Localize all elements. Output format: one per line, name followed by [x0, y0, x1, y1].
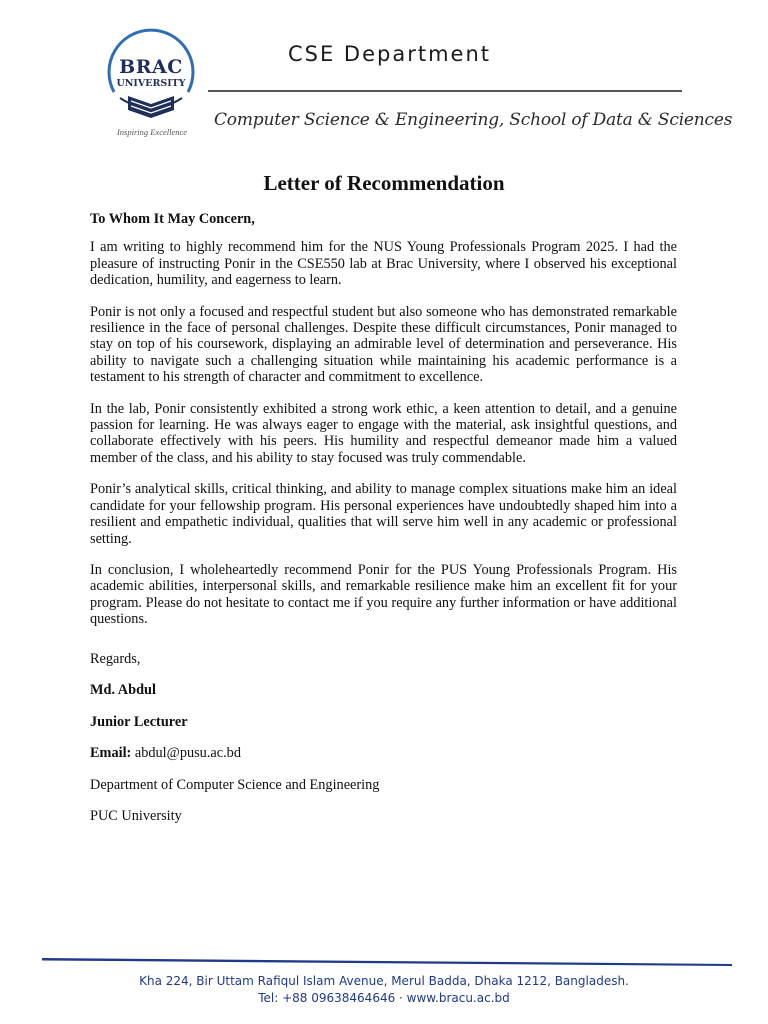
logo-tagline: Inspiring Excellence [116, 127, 188, 137]
closing: Regards, [90, 651, 141, 667]
letter-title: Letter of Recommendation [263, 171, 505, 195]
signer-position: Junior Lecturer [90, 714, 188, 730]
paragraph-1: I am writing to highly recommend him for the NUS Young Professionals Program 2025. I had the pleasure of instructing Ponir in the CSE550 lab at Brac University, where I observed his exceptional dedication, humility, and eagerness to learn. [90, 239, 677, 289]
salutation: To Whom It May Concern, [90, 211, 255, 227]
signer-name: Md. Abdul [90, 682, 156, 698]
paragraph-3: In the lab, Ponir consistently exhibited a strong work ethic, a keen attention to detail, and a genuine passion for learning. He was always eager to engage with the material, ask insightful questions, and collaborate effectively with his peers. His humility and respectful demeanor made him a valued member of the class, and his ability to stay focused was truly commendable. [90, 400, 677, 466]
footer-contact: Tel: +88 09638464646 · www.bracu.ac.bd [258, 991, 510, 1005]
email-address[interactable]: abdul@pusu.ac.bd [134, 745, 241, 761]
department-title: CSE Department [288, 42, 492, 66]
paragraph-5: In conclusion, I wholeheartedly recommend Ponir for the PUS Young Professionals Program. His academic abilities, interpersonal skills, and remarkable resilience make him an excellent fit for your program. Please do not hesitate to contact me if you require any further information or have additional questions. [90, 561, 677, 628]
signer-university: PUC University [90, 808, 182, 824]
paragraph-4: Ponir’s analytical skills, critical thinking, and ability to manage complex situations make him an ideal candidate for your fellowship program. His personal experiences have undoubtedly shaped him into a resilient and empathetic individual, qualities that will serve him well in any academic or professional setting. [90, 481, 677, 547]
department-subtitle: Computer Science & Engineering, School of Data & Sciences [214, 110, 733, 130]
email-label: Email: [90, 745, 132, 761]
logo-university-text: UNIVERSITY [116, 78, 186, 89]
signer-department: Department of Computer Science and Engineering [90, 777, 380, 793]
paragraph-2: Ponir is not only a focused and respectful student but also someone who has demonstrated remarkable resilience in the face of personal challenges. Despite these difficult circumstances, Ponir managed to stay on top of his coursework, displaying an admirable level of determination and perseverance. His ability to navigate such a challenging situation while maintaining his academic performance is a testament to his strength of character and commitment to excellence. [90, 303, 677, 386]
logo-brac-text: BRAC [119, 56, 183, 78]
footer-address: Kha 224, Bir Uttam Rafiqul Islam Avenue, Merul Badda, Dhaka 1212, Bangladesh. [139, 974, 629, 988]
